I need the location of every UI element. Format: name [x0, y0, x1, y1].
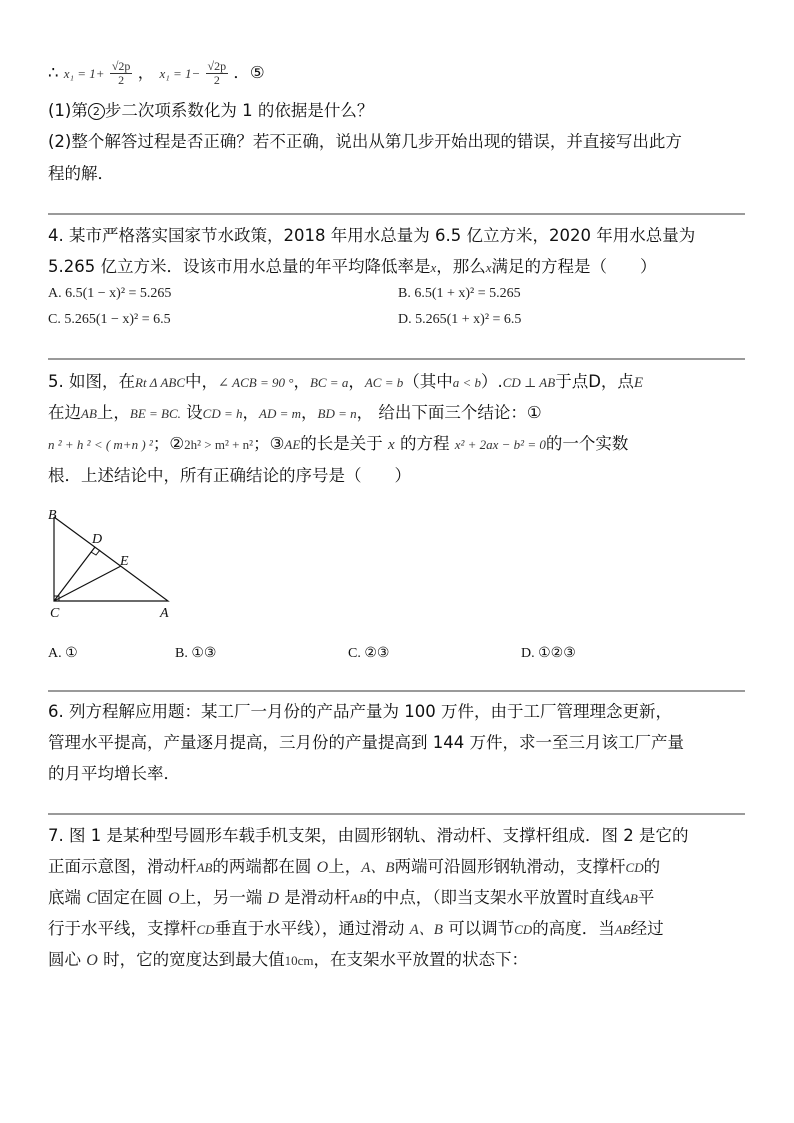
- q5-math: AB: [81, 406, 97, 421]
- q7-math: AB: [614, 922, 631, 937]
- label-d: D: [92, 532, 103, 547]
- label-a: A: [160, 606, 169, 621]
- q4-line1: 4. 某市严格落实国家节水政策，2018 年用水总量为 6.5 亿立方米，2020 年用水总量为: [48, 226, 696, 245]
- section-divider: [48, 213, 745, 215]
- q4-option-d[interactable]: D. 5.265(1 + x)² = 6.5: [398, 312, 522, 327]
- root-2-lhs: x₁ = 1−: [159, 66, 201, 81]
- q7-math: CD: [196, 922, 215, 937]
- q7-line1: 7. 图 1 是某种型号圆形车载手机支架，由圆形钢轨、滑动杆、支撑杆组成．图 2 是它的: [48, 826, 689, 845]
- q7-math: A、B: [361, 860, 395, 876]
- q4-text: 5.265 亿立方米．设该市用水总量的年平均降低率是: [48, 257, 431, 276]
- q5-math: n ² + h ² < ( m+n ) ²: [48, 437, 153, 452]
- q7-text: 上，另一端: [179, 888, 263, 907]
- q5-text: ，: [293, 372, 310, 391]
- q5-math: BC = a: [309, 375, 349, 390]
- q7-text: 垂直于水平线），通过滑动: [214, 919, 405, 938]
- comma: ，: [137, 63, 155, 82]
- var-x: x: [430, 260, 437, 275]
- q5-math: CD = h: [202, 406, 243, 421]
- q5-math: 2h² > m² + n²: [184, 437, 254, 452]
- q5-math: E: [633, 375, 644, 391]
- section-divider: [48, 358, 745, 360]
- q7-text: 是滑动杆: [284, 888, 351, 907]
- fraction-denominator: 2: [118, 73, 125, 87]
- q7-math: AB: [350, 891, 367, 906]
- q5-line4: 根．上述结论中，所有正确结论的序号是（ ）: [48, 466, 411, 485]
- q5-text: 上，: [96, 403, 130, 422]
- q5-math: x: [388, 437, 395, 453]
- q7-text: 经过: [630, 919, 664, 938]
- q5-text: （其中: [403, 372, 453, 391]
- q5-math: AC = b: [364, 375, 404, 390]
- q4-line2: [48, 256, 657, 279]
- q5-text: ， 给出下面三个结论：①: [356, 403, 542, 422]
- q7-text: 圆心: [48, 950, 81, 969]
- q5-text: ；②: [152, 434, 185, 453]
- fraction-root-2: [206, 60, 229, 87]
- q7-line5: [48, 949, 528, 972]
- q7-text: 平: [637, 888, 655, 907]
- solution-roots-line: [48, 60, 265, 87]
- q5-text: 5. 如图，在: [48, 372, 135, 391]
- q4-option-a[interactable]: A. 6.5(1 − x)² = 5.265: [48, 286, 172, 301]
- q5-text: ，: [242, 403, 260, 422]
- q1-text: 步二次项系数化为 1 的依据是什么？: [104, 101, 374, 120]
- q7-text: 上，: [328, 857, 362, 876]
- section-divider: [48, 813, 745, 815]
- q5-text: ，: [301, 403, 318, 422]
- q5-line2: [48, 402, 542, 425]
- prev-question-2-line2: 程的解．: [48, 164, 114, 183]
- q5-line3: [48, 433, 628, 456]
- q5-option-d[interactable]: D. ①②③: [521, 646, 576, 661]
- q7-line3: [48, 887, 654, 910]
- q5-text: 的方程: [399, 434, 450, 453]
- fraction-numerator: √2p: [111, 59, 131, 73]
- q5-math: ∠ ACB = 90 °: [218, 375, 294, 390]
- q7-text: 可以调节: [448, 919, 515, 938]
- fraction-denominator: 2: [213, 73, 220, 87]
- q5-text: ；③: [253, 434, 285, 453]
- q7-text: 的两端都在圆: [212, 857, 312, 876]
- q7-line4: [48, 918, 664, 941]
- prev-question-1: [48, 100, 373, 122]
- q5-text: 的长是关于: [300, 434, 383, 453]
- q4-option-b[interactable]: B. 6.5(1 + x)² = 5.265: [398, 286, 521, 301]
- label-b: B: [48, 508, 57, 523]
- q5-text: 中，: [185, 372, 219, 391]
- q7-text: 固定在圆: [96, 888, 163, 907]
- q7-math: AB: [196, 860, 213, 875]
- q7-text: 底端: [48, 888, 81, 907]
- q7-text: 的中点，（即当支架水平放置时直线: [366, 888, 622, 907]
- q4-text: 满足的方程是（ ）: [491, 257, 657, 276]
- q7-math: CD: [514, 922, 533, 937]
- q5-option-c[interactable]: C. ②③: [348, 646, 390, 661]
- q5-text: ）.: [481, 372, 503, 391]
- q5-math: BD = n: [317, 406, 357, 421]
- q7-math: O: [86, 952, 98, 969]
- q7-text: 的: [643, 857, 661, 876]
- q5-text: 设: [180, 403, 203, 422]
- q5-text: D，点: [588, 372, 634, 391]
- q5-text: 于点: [555, 372, 589, 391]
- q7-math: D: [267, 890, 280, 907]
- q5-math: BE = BC.: [129, 406, 181, 421]
- fraction-root-1: [110, 60, 133, 87]
- q7-line2: [48, 856, 660, 879]
- fraction-numerator: √2p: [207, 59, 227, 73]
- q5-math: a < b: [452, 375, 481, 390]
- q7-text: ，在支架水平放置的状态下：: [313, 950, 528, 969]
- prev-question-2-line1: (2)整个解答过程是否正确？若不正确，说出从第几步开始出现的错误，并直接写出此方: [48, 132, 682, 151]
- step-5-marker: ．⑤: [233, 63, 265, 82]
- q1-prefix: (1)第: [48, 101, 88, 120]
- circled-number: 2: [88, 103, 105, 120]
- q5-text: ，: [348, 372, 365, 391]
- q6-line3: 的月平均增长率．: [48, 764, 180, 783]
- segment-ce: [54, 566, 121, 601]
- label-e: E: [120, 554, 129, 569]
- q4-text: ，那么: [436, 257, 486, 276]
- q7-math: O: [316, 859, 329, 876]
- q6-line1: 6. 列方程解应用题：某工厂一月份的产品产量为 100 万件，由于工厂管理理念更新，: [48, 702, 672, 721]
- section-divider: [48, 690, 745, 692]
- root-1-lhs: x₁ = 1+: [63, 66, 105, 81]
- q7-math: 10cm: [284, 953, 314, 968]
- q5-math: x² + 2ax − b² = 0: [454, 437, 546, 452]
- q4-option-c[interactable]: C. 5.265(1 − x)² = 6.5: [48, 312, 171, 327]
- q5-option-b[interactable]: B. ①③: [175, 646, 217, 661]
- q7-text: 行于水平线，支撑杆: [48, 919, 197, 938]
- triangle-abc: [54, 517, 168, 601]
- q5-math: Rt Δ ABC: [135, 375, 186, 390]
- q5-math: AE: [284, 437, 301, 452]
- q5-text: 的一个实数: [545, 434, 629, 453]
- triangle-figure: [40, 505, 190, 625]
- q7-math: O: [168, 890, 180, 907]
- q5-math: AD = m: [259, 406, 302, 421]
- q7-math: A、B: [409, 922, 443, 938]
- therefore-symbol: ∴: [48, 63, 59, 82]
- q5-text: 在边: [48, 403, 81, 422]
- q7-text: 两端可沿圆形钢轨滑动，支撑杆: [394, 857, 626, 876]
- q5-option-a[interactable]: A. ①: [48, 646, 78, 661]
- var-x: x: [485, 260, 492, 275]
- q7-text: 时，它的宽度达到最大值: [103, 950, 285, 969]
- q6-line2: 管理水平提高，产量逐月提高，三月份的产量提高到 144 万件，求一至三月该工厂产量: [48, 733, 684, 752]
- label-c: C: [50, 606, 60, 621]
- q7-math: C: [86, 890, 97, 907]
- segment-cd: [54, 547, 95, 601]
- q7-math: CD: [625, 860, 644, 875]
- q5-math: CD ⊥ AB: [502, 375, 556, 390]
- q5-line1: [48, 371, 643, 394]
- q7-text: 的高度．当: [532, 919, 615, 938]
- q7-text: 正面示意图，滑动杆: [48, 857, 197, 876]
- q7-math: AB: [621, 891, 638, 906]
